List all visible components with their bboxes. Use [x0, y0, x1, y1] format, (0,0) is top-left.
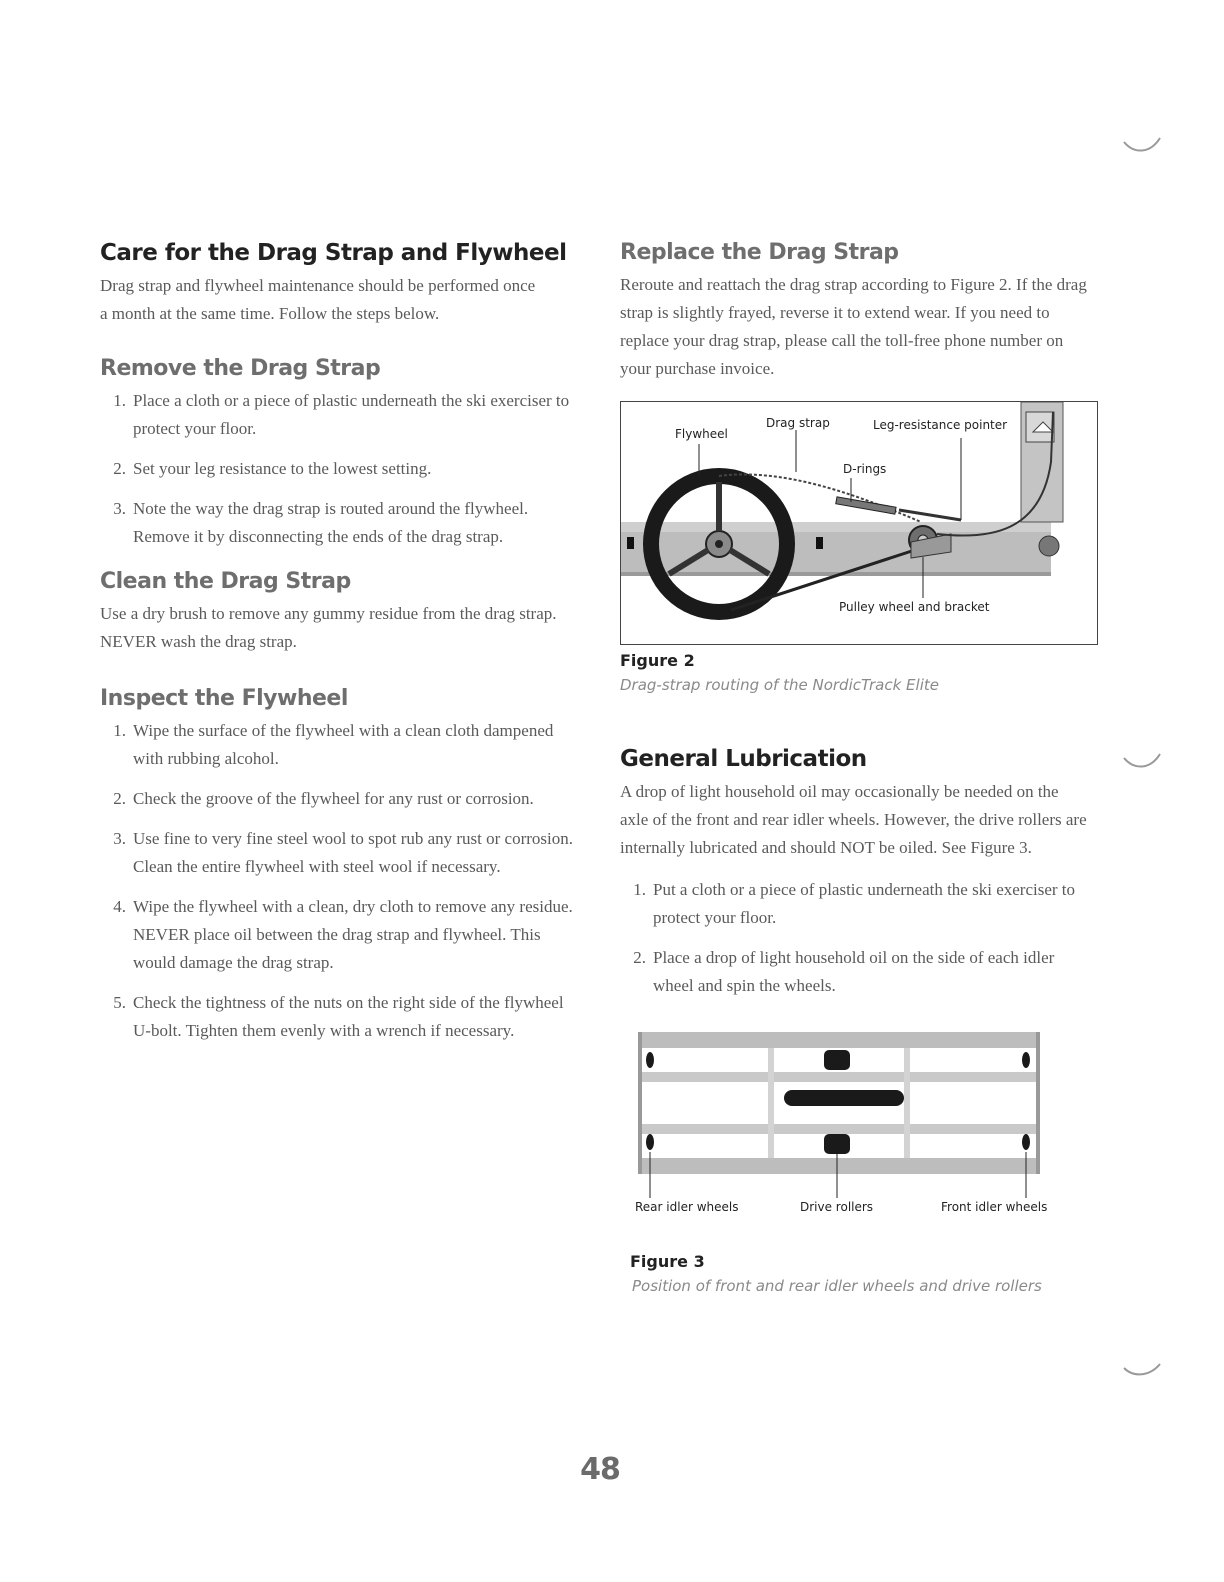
replace-text: Reroute and reattach the drag strap according to Figure 2. If the drag strap is slightly frayed, reverse it to extend wear. If you need to replace your drag strap, please call the toll-free phone number on your purchase invoice. [620, 275, 1087, 378]
rail-lower [621, 532, 1051, 574]
figure-2-caption: Drag-strap routing of the NordicTrack Elite [620, 676, 939, 694]
flywheel-axle [715, 540, 723, 548]
rail-upper [621, 522, 1051, 532]
drive-roller-bottom [824, 1134, 850, 1154]
figure-2-box [620, 401, 1098, 645]
figure-3-caption: Position of front and rear idler wheels and drive rollers [632, 1277, 1042, 1295]
label-rear-idler: Rear idler wheels [635, 1200, 739, 1214]
front-idler-wheel-bottom [1022, 1134, 1030, 1150]
margin-mark-middle [1122, 748, 1162, 772]
inspect-step-1: 1. Wipe the surface of the flywheel with a clean cloth dampened with rubbing alcohol. [113, 721, 554, 768]
remove-heading: Remove the Drag Strap [100, 356, 381, 381]
inspect-steps [100, 717, 578, 1045]
label-drag-strap: Drag strap [766, 416, 830, 430]
right-column [620, 240, 1100, 1295]
drive-roller-top [824, 1050, 850, 1070]
margin-mark-bottom [1122, 1356, 1162, 1380]
remove-step-1: 1. Place a cloth or a piece of plastic underneath the ski exerciser to protect your floor. [113, 391, 570, 438]
inspect-step-4: 4. Wipe the flywheel with a clean, dry cloth to remove any residue. NEVER place oil between the drag strap and flywheel. This would damage the drag strap. [113, 897, 573, 972]
label-d-rings: D-rings [843, 462, 887, 476]
drive-roller-center [784, 1090, 904, 1106]
d-ring-link [899, 510, 961, 520]
frame-mid-lower [638, 1124, 1040, 1134]
frame-right [1036, 1032, 1040, 1174]
remove-step-2: 2. Set your leg resistance to the lowest setting. [113, 459, 432, 478]
rear-idler-wheel-top [646, 1052, 654, 1068]
replace-heading: Replace the Drag Strap [620, 240, 899, 265]
label-pulley: Pulley wheel and bracket [839, 600, 990, 614]
left-column [100, 240, 580, 1057]
inspect-step-5: 5. Check the tightness of the nuts on the right side of the flywheel U-bolt. Tighten them evenly with a wrench if necessary. [113, 993, 564, 1040]
lubrication-heading: General Lubrication [620, 746, 867, 772]
figure-2-title: Figure 2 [620, 651, 695, 670]
label-leg-pointer: Leg-resistance pointer [873, 418, 1008, 432]
frame-bottom-rail [638, 1158, 1040, 1174]
frame-top-rail [638, 1032, 1040, 1048]
inspect-step-2: 2. Check the groove of the flywheel for any rust or corrosion. [113, 789, 534, 808]
margin-mark-top [1122, 132, 1162, 156]
lubrication-step-1: 1. Put a cloth or a piece of plastic underneath the ski exerciser to protect your floor. [633, 880, 1076, 927]
clean-heading: Clean the Drag Strap [100, 569, 351, 594]
rail-slot-left [627, 537, 634, 549]
figure-3-title: Figure 3 [630, 1252, 705, 1271]
label-flywheel: Flywheel [675, 427, 728, 441]
figure-3 [620, 1028, 1100, 1238]
label-front-idler: Front idler wheels [941, 1200, 1048, 1214]
frame-div-left [768, 1048, 774, 1158]
lubrication-steps [620, 876, 1098, 1000]
frame-left [638, 1032, 642, 1174]
front-idler-wheel-top [1022, 1052, 1030, 1068]
frame-div-right [904, 1048, 910, 1158]
inspect-heading: Inspect the Flywheel [100, 686, 348, 711]
clean-text: Use a dry brush to remove any gummy residue from the drag strap. NEVER wash the drag strap. [100, 604, 557, 651]
rear-idler-wheel-bottom [646, 1134, 654, 1150]
remove-step-3: 3. Note the way the drag strap is routed around the flywheel. Remove it by disconnecting the ends of the drag strap. [113, 499, 529, 546]
label-drive-rollers: Drive rollers [800, 1200, 874, 1214]
upright-knob [1039, 536, 1059, 556]
lubrication-text: A drop of light household oil may occasionally be needed on the axle of the front and rear idler wheels. However, the drive rollers are internally lubricated and should NOT be oiled. See Figure 3. [620, 782, 1087, 857]
inspect-step-3: 3. Use fine to very fine steel wool to spot rub any rust or corrosion. Clean the entire flywheel with steel wool if necessary. [113, 829, 574, 876]
remove-steps [100, 387, 570, 551]
page-number: 48 [580, 1452, 620, 1487]
frame-mid-upper [638, 1072, 1040, 1082]
rail-slot-mid [816, 537, 823, 549]
care-intro: Drag strap and flywheel maintenance should be performed once a month at the same time. Follow the steps below. [100, 276, 536, 323]
lubrication-step-2: 2. Place a drop of light household oil on the side of each idler wheel and spin the wheels. [633, 948, 1055, 995]
care-heading: Care for the Drag Strap and Flywheel [100, 240, 567, 266]
